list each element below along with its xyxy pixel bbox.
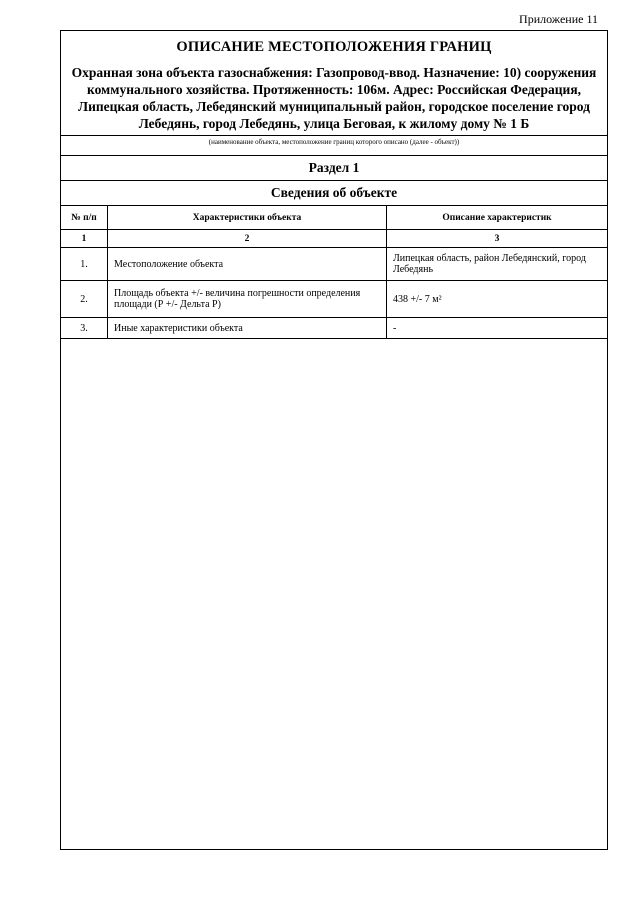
row-description: 438 +/- 7 м² — [387, 281, 608, 318]
object-info-table — [61, 206, 607, 339]
row-characteristic: Иные характеристики объекта — [108, 318, 387, 339]
column-number: 3 — [387, 230, 608, 248]
table-header-row — [61, 206, 607, 230]
section-title: Раздел 1 — [61, 156, 607, 181]
row-number: 1. — [61, 248, 108, 281]
row-description: Липецкая область, район Лебедянский, город Лебедянь — [387, 248, 608, 281]
table-row — [61, 248, 607, 281]
table-row — [61, 318, 607, 339]
header-number: № п/п — [61, 206, 108, 230]
header-description: Описание характеристик — [387, 206, 608, 230]
object-caption: (наименование объекта, местоположение границ которого описано (далее - объект)) — [61, 136, 607, 156]
row-characteristic: Площадь объекта +/- величина погрешности определения площади (Р +/- Дельта Р) — [108, 281, 387, 318]
document-title: ОПИСАНИЕ МЕСТОПОЛОЖЕНИЯ ГРАНИЦ — [176, 39, 492, 55]
section-subtitle: Сведения об объекте — [61, 181, 607, 206]
header-characteristic: Характеристики объекта — [108, 206, 387, 230]
header-block — [61, 31, 607, 136]
appendix-label: Приложение 11 — [519, 12, 598, 26]
row-number: 3. — [61, 318, 108, 339]
column-number-row — [61, 230, 607, 248]
table-row — [61, 281, 607, 318]
column-number: 2 — [108, 230, 387, 248]
row-characteristic: Местоположение объекта — [108, 248, 387, 281]
document-frame — [60, 30, 608, 850]
object-name: Охранная зона объекта газоснабжения: Газопровод-ввод. Назначение: 10) сооружения коммунального хозяйства. Протяженность: 106м. Адрес: Российская Федерация, Липецкая область, Лебедянский муниципальный район, городское поселение город Лебедянь, город Лебедянь, улица Беговая, к жилому дому № 1 Б — [71, 65, 597, 131]
row-description: - — [387, 318, 608, 339]
row-number: 2. — [61, 281, 108, 318]
column-number: 1 — [61, 230, 108, 248]
